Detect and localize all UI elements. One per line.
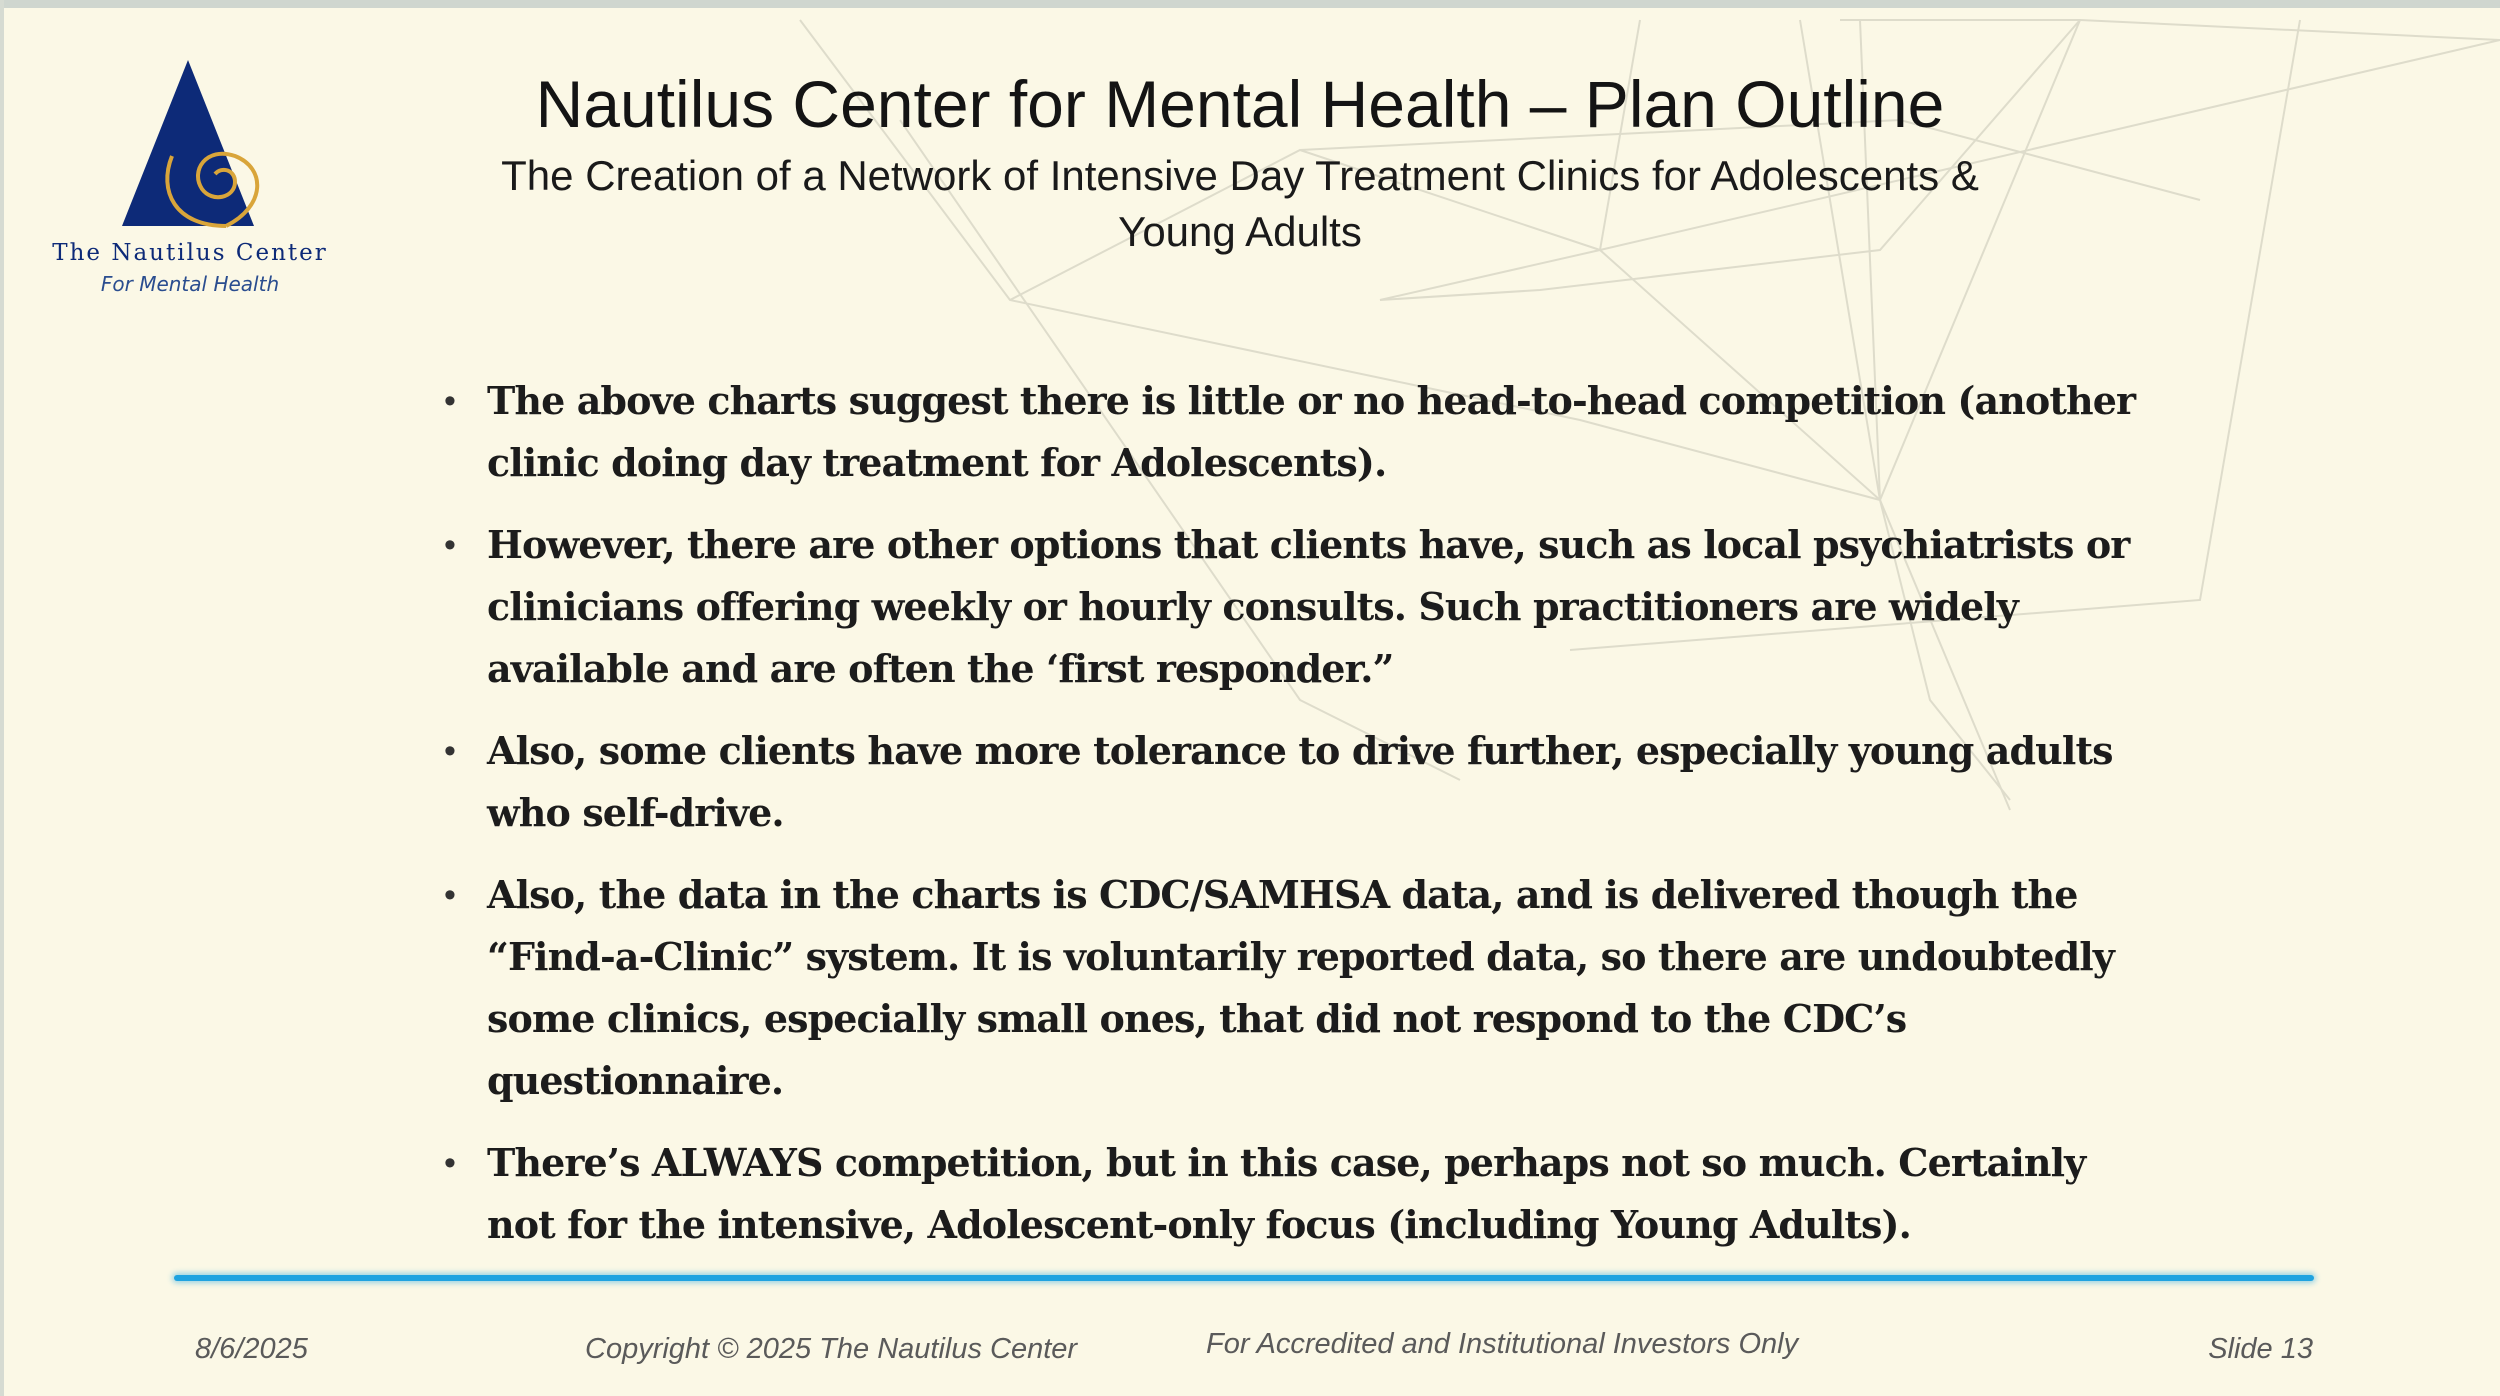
bullet-text: Also, the data in the charts is CDC/SAMHSA data, and is delivered though the “Find-a-Clinic” system. It is voluntarily reported data, so there are undoubtedly some clinics, especially small ones, that did not respond to the CDC’s questionnaire. — [487, 872, 2114, 1103]
bullet-item — [440, 370, 2140, 494]
logo-tagline: For Mental Health — [100, 272, 280, 296]
slide-subtitle: The Creation of a Network of Intensive Day Treatment Clinics for Adolescents & Young Adults — [501, 152, 1979, 255]
bullet-text: The above charts suggest there is little or no head-to-head competition (another clinic doing day treatment for Adolescents). — [487, 378, 2136, 485]
footer-divider — [174, 1275, 2314, 1281]
footer-notice: For Accredited and Institutional Investors Only — [1206, 1328, 1799, 1360]
bullet-text: Also, some clients have more tolerance to drive further, especially young adults who self-drive. — [487, 728, 2113, 835]
bullet-list — [440, 370, 2140, 1276]
bullet-text: There’s ALWAYS competition, but in this case, perhaps not so much. Certainly not for the intensive, Adolescent-only focus (including Young Adults). — [487, 1140, 2086, 1247]
bullet-item — [440, 514, 2140, 700]
bullet-dot: • — [444, 1144, 456, 1182]
slide-title: Nautilus Center for Mental Health – Plan Outline — [535, 67, 1945, 141]
footer-slide-number: Slide 13 — [2208, 1333, 2313, 1365]
nautilus-logo — [30, 56, 350, 306]
logo-name: The Nautilus Center — [52, 240, 328, 266]
bullet-dot: • — [444, 732, 456, 770]
bullet-dot: • — [444, 526, 456, 564]
bullet-item — [440, 1132, 2140, 1256]
footer-date: 8/6/2025 — [195, 1333, 308, 1365]
nautilus-triangle-icon — [30, 56, 350, 236]
bullet-dot: • — [444, 382, 456, 420]
bullet-text: However, there are other options that clients have, such as local psychiatrists or clinicians offering weekly or hourly consults. Such practitioners are widely available and are often the ‘first responder.” — [487, 522, 2130, 691]
bullet-item — [440, 720, 2140, 844]
footer-copyright: Copyright © 2025 The Nautilus Center — [585, 1333, 1078, 1365]
bullet-item — [440, 864, 2140, 1112]
bullet-dot: • — [444, 876, 456, 914]
